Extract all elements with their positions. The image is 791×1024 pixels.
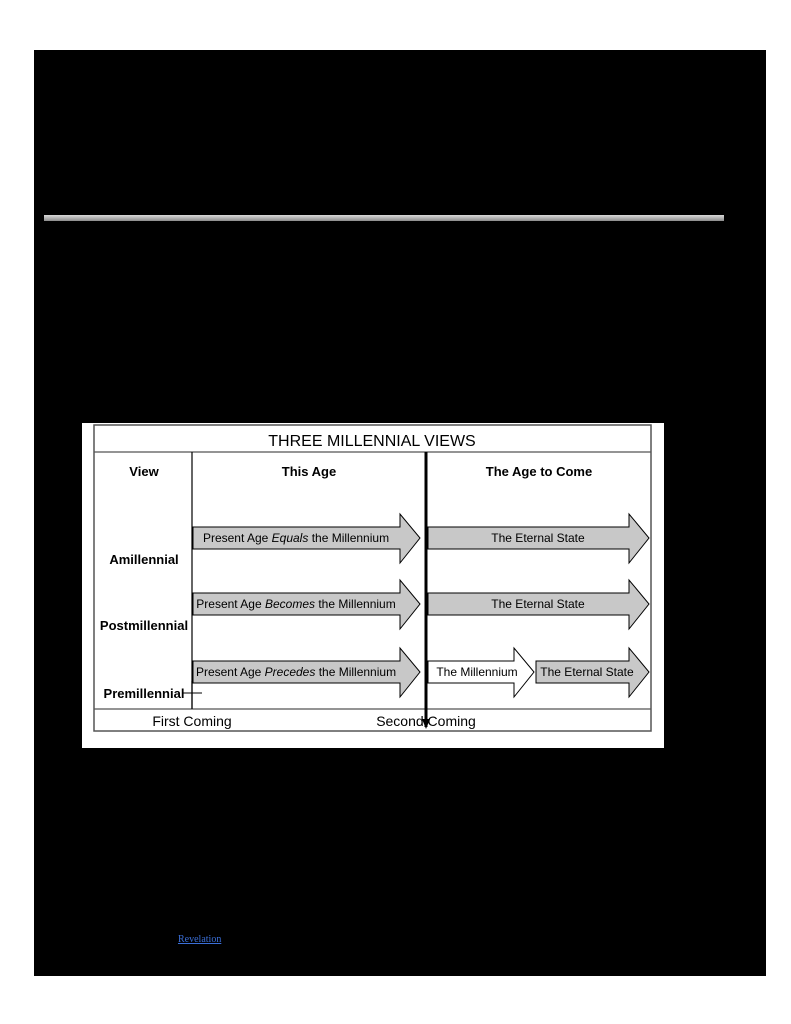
arrow-label-premillennial-eternal-state: The Eternal State: [540, 665, 634, 679]
arrow-label-postmillennial-eternal-state: The Eternal State: [491, 597, 585, 611]
arrow-label-amillennial-this-age: Present Age Equals the Millennium: [202, 531, 390, 545]
document-page: [34, 50, 766, 976]
millennial-views-diagram: [82, 423, 664, 748]
arrow-label-amillennial-eternal-state: The Eternal State: [491, 531, 585, 545]
arrow-label-premillennial-this-age: Present Age Precedes the Millennium: [195, 665, 397, 679]
header-this-age: This Age: [281, 464, 337, 479]
row-view-amillennial: Amillennial: [109, 552, 179, 567]
footer-first-coming: First Coming: [152, 713, 232, 729]
row-view-premillennial: Premillennial: [103, 686, 185, 701]
header-age-to-come: The Age to Come: [485, 464, 593, 479]
horizontal-rule: [44, 215, 724, 221]
row-view-postmillennial: Postmillennial: [99, 618, 189, 633]
header-view: View: [129, 464, 159, 479]
arrow-label-postmillennial-this-age: Present Age Becomes the Millennium: [196, 597, 396, 611]
diagram-title: THREE MILLENNIAL VIEWS: [268, 433, 476, 450]
diagram-svg: [82, 423, 664, 748]
arrow-label-premillennial-millennium: The Millennium: [436, 665, 518, 679]
revelation-link[interactable]: Revelation: [178, 934, 222, 945]
footer-second-coming: Second Coming: [376, 713, 476, 729]
